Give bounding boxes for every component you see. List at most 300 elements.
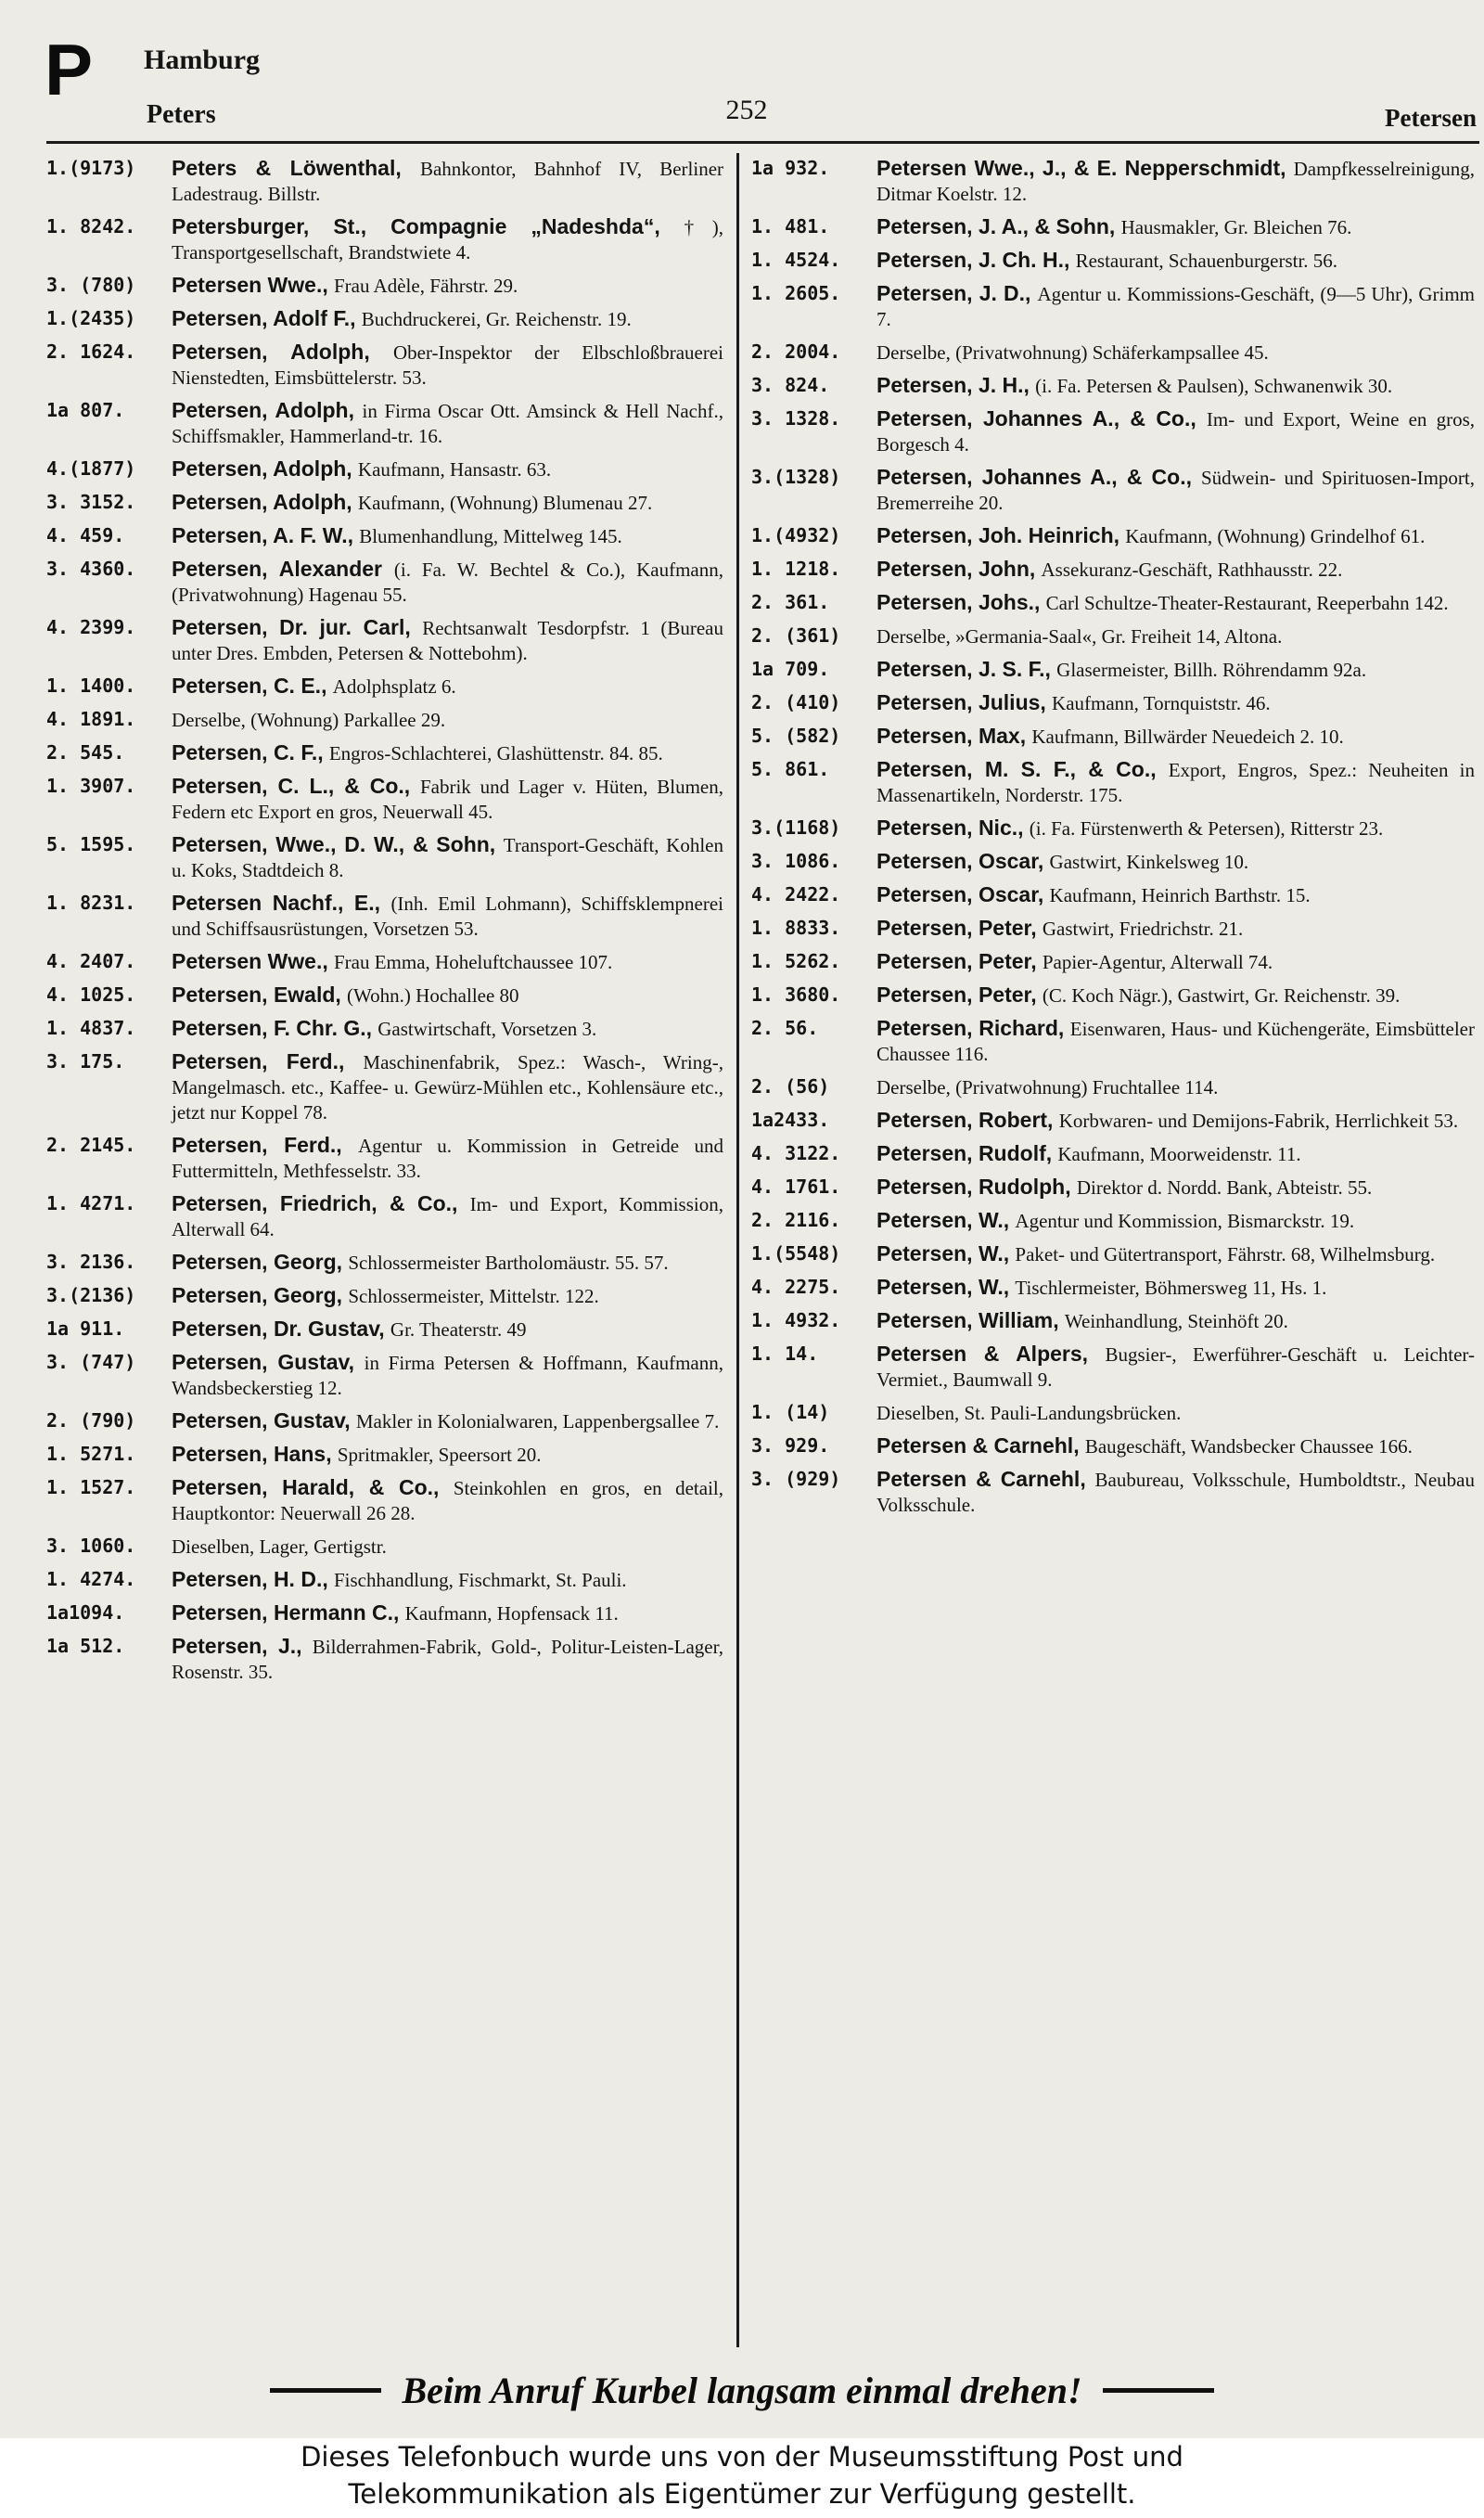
directory-entry <box>751 590 1475 616</box>
entry-text <box>172 1133 723 1184</box>
entry-text <box>876 690 1475 716</box>
entry-text <box>876 1016 1475 1067</box>
subscriber-name: Petersen, J., <box>172 1634 302 1658</box>
subscriber-detail: Fischhandlung, Fischmarkt, St. Pauli. <box>333 1569 627 1591</box>
entry-text <box>876 1141 1475 1167</box>
phone-number: 1. 1218. <box>751 558 841 580</box>
subscriber-detail: (i. Fa. Fürstenwerth & Petersen), Ritterstr 23. <box>1029 817 1384 840</box>
subscriber-name: Petersen, M. S. F., & Co., <box>876 757 1157 781</box>
phone-number: 3. 824. <box>751 374 830 396</box>
phone-number: 3. 1060. <box>46 1535 136 1557</box>
phone-number: 1. 4274. <box>46 1568 136 1590</box>
subscriber-name: Petersen, Ewald, <box>172 983 341 1007</box>
subscriber-name: Petersen, Joh. Heinrich, <box>876 523 1120 547</box>
phone-number: 2. (361) <box>751 624 841 647</box>
subscriber-name: Petersen, H. D., <box>172 1567 328 1591</box>
subscriber-detail: Kaufmann, (Wohnung) Blumenau 27. <box>357 492 653 514</box>
entry-text <box>172 1317 723 1343</box>
directory-entry <box>46 1191 723 1242</box>
entry-text <box>876 1108 1475 1134</box>
phone-number: 4. 1891. <box>46 708 136 730</box>
entry-text <box>172 306 723 332</box>
phone-number: 4. 2407. <box>46 950 136 972</box>
entry-text <box>876 590 1475 616</box>
subscriber-name: Petersen, Harald, & Co., <box>172 1475 440 1499</box>
phone-number: 1. 4932. <box>751 1309 841 1331</box>
subscriber-detail: Ober-Inspektor der Elbschloßbrauerei Nienstedten, Eimsbüttelerstr. 53. <box>172 341 723 389</box>
directory-entry <box>751 1175 1475 1201</box>
subscriber-name: Petersen, Johs., <box>876 590 1041 614</box>
directory-entry <box>46 1408 723 1434</box>
subscriber-detail: Makler in Kolonialwaren, Lappenbergsallee 7. <box>355 1410 720 1432</box>
page-header <box>0 0 1484 148</box>
phone-number: 1a1094. <box>46 1601 125 1624</box>
subscriber-name: Petersen, Oscar, <box>876 882 1044 906</box>
directory-entry <box>46 306 723 332</box>
directory-entry <box>751 1400 1475 1426</box>
subscriber-name: Petersen & Carnehl, <box>876 1433 1080 1458</box>
directory-entry <box>46 490 723 516</box>
subscriber-name: Petersen, Dr. jur. Carl, <box>172 615 411 639</box>
subscriber-detail: Restaurant, Schauenburgerstr. 56. <box>1075 250 1338 272</box>
subscriber-name: Petersen, Richard, <box>876 1016 1065 1040</box>
directory-entry <box>46 832 723 883</box>
phone-number: 2. 2004. <box>751 340 841 363</box>
subscriber-detail: Agentur u. Kommission in Getreide und Futtermitteln, Methfesselstr. 33. <box>172 1135 723 1182</box>
subscriber-detail: Agentur u. Kommissions-Geschäft, (9—5 Uhr), Grimm 7. <box>876 283 1475 330</box>
subscriber-name: Petersen, Peter, <box>876 916 1037 940</box>
subscriber-name: Peters & Löwenthal, <box>172 156 402 180</box>
phone-number: 3.(2136) <box>46 1284 136 1306</box>
directory-entry <box>46 615 723 666</box>
subscriber-detail: Buchdruckerei, Gr. Reichenstr. 19. <box>361 308 632 330</box>
entry-text <box>876 1342 1475 1393</box>
entry-text <box>172 1534 723 1560</box>
directory-entry <box>46 983 723 1008</box>
directory-entry <box>46 1283 723 1309</box>
phone-number: 2. 545. <box>46 741 125 764</box>
subscriber-detail: Agentur und Kommission, Bismarckstr. 19. <box>1015 1210 1355 1232</box>
entry-text <box>876 816 1475 841</box>
phone-number: 2. (790) <box>46 1409 136 1432</box>
directory-entry <box>751 882 1475 908</box>
entry-text <box>876 406 1475 457</box>
subscriber-detail: Adolphsplatz 6. <box>332 675 456 698</box>
subscriber-name: Petersen, Adolph, <box>172 456 352 481</box>
subscriber-detail: Dieselben, St. Pauli-Landungsbrücken. <box>876 1402 1182 1424</box>
directory-entry <box>751 465 1475 516</box>
footer-credit <box>0 2438 1484 2518</box>
subscriber-detail: Kaufmann, Hansastr. 63. <box>357 458 552 481</box>
subscriber-detail: Paket- und Gütertransport, Fährstr. 68, Wilhelmsburg. <box>1015 1243 1436 1265</box>
phone-number: 2. (410) <box>751 691 841 713</box>
subscriber-detail: Frau Emma, Hoheluftchaussee 107. <box>333 951 613 973</box>
entry-text <box>172 1408 723 1434</box>
phone-number: 4. 459. <box>46 524 125 546</box>
subscriber-detail: Kaufmann, Heinrich Barthstr. 15. <box>1049 884 1311 906</box>
subscriber-name: Petersen, Max, <box>876 724 1027 748</box>
phone-number: 1a 709. <box>751 658 830 680</box>
subscriber-detail: Transport-Geschäft, Kohlen u. Koks, Stadtdeich 8. <box>172 834 723 881</box>
entry-text <box>876 916 1475 942</box>
entry-text <box>172 273 723 299</box>
phone-number: 4. 1761. <box>751 1175 841 1198</box>
subscriber-detail: Frau Adèle, Fährstr. 29. <box>333 275 518 297</box>
directory-entry <box>751 1016 1475 1067</box>
subscriber-detail: Schlossermeister, Mittelstr. 122. <box>348 1285 599 1307</box>
directory-entry <box>46 214 723 265</box>
subscriber-detail: Export, Engros, Spez.: Neuheiten in Massenartikeln, Norderstr. 175. <box>876 759 1475 806</box>
entry-text <box>172 1283 723 1309</box>
subscriber-detail: Kaufmann, Moorweidenstr. 11. <box>1057 1143 1301 1165</box>
phone-number: 1. 4524. <box>751 249 841 271</box>
phone-number: 3. 4360. <box>46 558 136 580</box>
directory-entry <box>751 1308 1475 1334</box>
subscriber-name: Petersen, Nic., <box>876 816 1024 840</box>
phone-number: 4.(1877) <box>46 457 136 480</box>
directory-entry <box>46 1567 723 1593</box>
directory-entry <box>751 156 1475 207</box>
subscriber-name: Petersen, Dr. Gustav, <box>172 1317 385 1341</box>
entry-text <box>876 1467 1475 1518</box>
subscriber-detail: †), Transportgesellschaft, Brandstwiete 4. <box>172 216 723 263</box>
directory-entry <box>46 340 723 391</box>
entry-text <box>172 1016 723 1042</box>
directory-entry <box>46 1250 723 1276</box>
phone-number: 2. 56. <box>751 1017 819 1039</box>
entry-text <box>172 983 723 1008</box>
directory-entry <box>751 949 1475 975</box>
subscriber-name: Petersen, Adolph, <box>172 340 370 364</box>
subscriber-name: Petersen, Adolph, <box>172 490 352 514</box>
phone-number: 3. (747) <box>46 1351 136 1373</box>
subscriber-detail: Korbwaren- und Demijons-Fabrik, Herrlichkeit 53. <box>1058 1110 1459 1132</box>
phone-number: 3.(1328) <box>751 466 841 488</box>
subscriber-detail: Kaufmann, Hopfensack 11. <box>404 1602 619 1625</box>
entry-text <box>876 1400 1475 1426</box>
subscriber-name: Petersen, Wwe., D. W., & Sohn, <box>172 832 496 856</box>
phone-number: 3. 3152. <box>46 491 136 513</box>
subscriber-name: Petersen, J. H., <box>876 373 1030 397</box>
entry-text <box>172 1191 723 1242</box>
phone-number: 1. 5262. <box>751 950 841 972</box>
subscriber-name: Petersen & Alpers, <box>876 1342 1089 1366</box>
subscriber-name: Petersen, Rudolph, <box>876 1175 1071 1199</box>
phone-number: 1. 14. <box>751 1343 819 1365</box>
subscriber-name: Petersen, C. F., <box>172 740 324 764</box>
subscriber-detail: Engros-Schlachterei, Glashüttenstr. 84. 85. <box>328 742 663 764</box>
phone-number: 1a 807. <box>46 399 125 421</box>
entry-text <box>172 1250 723 1276</box>
subscriber-detail: Gastwirtschaft, Vorsetzen 3. <box>377 1018 597 1040</box>
phone-number: 1. 3907. <box>46 775 136 797</box>
entry-text <box>172 214 723 265</box>
subscriber-name: Petersen, Adolph, <box>172 398 354 422</box>
entry-text <box>172 740 723 766</box>
subscriber-detail: Schlossermeister Bartholomäustr. 55. 57. <box>348 1252 669 1274</box>
subscriber-name: Petersen, Georg, <box>172 1283 343 1307</box>
phone-number: 2. 2145. <box>46 1134 136 1156</box>
subscriber-name: Petersen, Johannes A., & Co., <box>876 406 1196 430</box>
subscriber-detail: Kaufmann, Billwärder Neuedeich 2. 10. <box>1031 726 1344 748</box>
subscriber-detail: Bugsier-, Ewerführer-Geschäft u. Leichter-Vermiet., Baumwall 9. <box>876 1343 1475 1391</box>
entry-text <box>172 398 723 449</box>
subscriber-name: Petersen, William, <box>876 1308 1059 1332</box>
directory-entry <box>46 523 723 549</box>
subscriber-name: Petersen Wwe., <box>172 273 328 297</box>
directory-entry <box>46 456 723 482</box>
phone-number: 1a 512. <box>46 1635 125 1657</box>
phone-number: 3. (780) <box>46 274 136 296</box>
phone-number: 1.(4932) <box>751 524 841 546</box>
subscriber-detail: Papier-Agentur, Alterwall 74. <box>1042 951 1273 973</box>
entry-text <box>172 707 723 733</box>
entry-text <box>876 623 1475 649</box>
slogan-rule-left <box>270 2388 381 2393</box>
section-letter: P <box>45 29 94 110</box>
subscriber-name: Petersen, J. D., <box>876 281 1031 305</box>
subscriber-detail: Baubureau, Volksschule, Humboldtstr., Neubau Volksschule. <box>876 1469 1475 1516</box>
directory-entry <box>46 398 723 449</box>
directory-entry <box>751 1342 1475 1393</box>
subscriber-name: Petersen, W., <box>876 1208 1010 1232</box>
phone-number: 4. 2399. <box>46 616 136 638</box>
directory-entry <box>46 1049 723 1125</box>
phone-number: 1. 1527. <box>46 1476 136 1498</box>
subscriber-detail: Derselbe, »Germania-Saal«, Gr. Freiheit 14, Altona. <box>876 625 1283 648</box>
subscriber-detail: (i. Fa. W. Bechtel & Co.), Kaufmann, (Privatwohnung) Hagenau 55. <box>172 559 723 606</box>
phone-number: 1. 3680. <box>751 983 841 1006</box>
subscriber-name: Petersen, Johannes A., & Co., <box>876 465 1192 489</box>
subscriber-detail: Gr. Theaterstr. 49 <box>390 1318 527 1341</box>
left-column <box>46 156 723 2350</box>
entry-text <box>172 1475 723 1526</box>
subscriber-detail: Fabrik und Lager v. Hüten, Blumen, Federn etc Export en gros, Neuerwall 45. <box>172 776 723 823</box>
range-end-name: Petersen <box>1385 104 1477 132</box>
phone-number: 1.(9173) <box>46 157 136 179</box>
subscriber-detail: Carl Schultze-Theater-Restaurant, Reeperbahn 142. <box>1045 592 1449 614</box>
subscriber-name: Petersen, W., <box>876 1241 1010 1265</box>
directory-entry <box>751 816 1475 841</box>
subscriber-detail: Derselbe, (Privatwohnung) Fruchtallee 114. <box>876 1076 1219 1098</box>
directory-entry <box>751 1241 1475 1267</box>
subscriber-name: Petersen Wwe., J., & E. Nepperschmidt, <box>876 156 1286 180</box>
subscriber-detail: Im- und Export, Kommission, Alterwall 64. <box>172 1193 723 1240</box>
directory-entry <box>751 1141 1475 1167</box>
directory-entry <box>751 916 1475 942</box>
phone-number: 3. 1328. <box>751 407 841 430</box>
subscriber-detail: Dampfkesselreinigung, Ditmar Koelstr. 12. <box>876 158 1475 205</box>
phone-number: 3. (929) <box>751 1468 841 1490</box>
entry-text <box>172 615 723 666</box>
phone-number: 1. 4271. <box>46 1192 136 1214</box>
entry-text <box>172 156 723 207</box>
phone-number: 2. (56) <box>751 1075 830 1098</box>
subscriber-detail: (Inh. Emil Lohmann), Schiffsklempnerei und Schiffsausrüstungen, Vorsetzen 53. <box>172 893 723 940</box>
entry-text <box>876 465 1475 516</box>
subscriber-detail: Eisenwaren, Haus- und Küchengeräte, Eimsbütteler Chaussee 116. <box>876 1018 1475 1065</box>
subscriber-detail: Bilderrahmen-Fabrik, Gold-, Politur-Leisten-Lager, Rosenstr. 35. <box>172 1636 723 1683</box>
subscriber-name: Petersen & Carnehl, <box>876 1467 1086 1491</box>
phone-number: 1a2433. <box>751 1109 830 1131</box>
entry-text <box>172 1600 723 1626</box>
entry-text <box>172 1442 723 1468</box>
directory-entry <box>46 1317 723 1343</box>
directory-entry <box>751 1208 1475 1234</box>
phone-number: 2. 2116. <box>751 1209 841 1231</box>
city-heading: Hamburg <box>144 45 261 75</box>
subscriber-name: Petersen, Gustav, <box>172 1350 355 1374</box>
directory-entry <box>46 273 723 299</box>
directory-entry <box>751 281 1475 332</box>
subscriber-name: Petersen, Julius, <box>876 690 1046 714</box>
subscriber-detail: Bahnkontor, Bahnhof IV, Berliner Ladestraug. Billstr. <box>172 158 723 205</box>
subscriber-detail: Gastwirt, Kinkelsweg 10. <box>1049 851 1249 873</box>
right-column <box>751 156 1475 2350</box>
subscriber-detail: Spritmakler, Speersort 20. <box>337 1444 542 1466</box>
entry-text <box>876 557 1475 583</box>
directory-entry <box>46 674 723 700</box>
directory-entry <box>751 623 1475 649</box>
entry-text <box>172 490 723 516</box>
subscriber-detail: Südwein- und Spirituosen-Import, Bremerreihe 20. <box>876 467 1475 514</box>
phone-number: 5. (582) <box>751 725 841 747</box>
subscriber-name: Petersen, Adolf F., <box>172 306 356 330</box>
entry-text <box>172 774 723 825</box>
directory-entry <box>751 406 1475 457</box>
entry-text <box>876 373 1475 399</box>
phone-number: 2. 361. <box>751 591 830 613</box>
slogan-rule-right <box>1103 2388 1214 2393</box>
entry-text <box>172 832 723 883</box>
phone-number: 1. 8231. <box>46 892 136 914</box>
directory-entry <box>751 690 1475 716</box>
entry-text <box>876 882 1475 908</box>
entry-text <box>876 724 1475 750</box>
phone-number: 1.(5548) <box>751 1242 841 1265</box>
phone-number: 5. 861. <box>751 758 830 780</box>
directory-entry <box>751 1074 1475 1100</box>
entry-text <box>876 1308 1475 1334</box>
entry-text <box>876 1275 1475 1301</box>
subscriber-name: Petersen, John, <box>876 557 1036 581</box>
entry-text <box>876 281 1475 332</box>
subscriber-detail: Baugeschäft, Wandsbecker Chaussee 166. <box>1084 1435 1413 1458</box>
phone-number: 4. 2422. <box>751 883 841 906</box>
subscriber-detail: Hausmakler, Gr. Bleichen 76. <box>1120 216 1352 238</box>
slogan-banner <box>0 2364 1484 2416</box>
subscriber-detail: in Firma Petersen & Hoffmann, Kaufmann, Wandsbeckerstieg 12. <box>172 1352 723 1399</box>
directory-entry <box>46 891 723 942</box>
phone-number: 2. 1624. <box>46 340 136 363</box>
phone-number: 1. 8242. <box>46 215 136 238</box>
directory-entry <box>46 1442 723 1468</box>
subscriber-detail: in Firma Oscar Ott. Amsinck & Hell Nachf., Schiffsmakler, Hammerland-tr. 16. <box>172 400 723 447</box>
entry-text <box>172 1049 723 1125</box>
subscriber-name: Petersen, W., <box>876 1275 1010 1299</box>
directory-entry <box>46 774 723 825</box>
subscriber-detail: Blumenhandlung, Mittelweg 145. <box>359 525 622 547</box>
subscriber-name: Petersen, J. S. F., <box>876 657 1051 681</box>
subscriber-detail: Assekuranz-Geschäft, Rathhausstr. 22. <box>1041 559 1343 581</box>
subscriber-detail: Glasermeister, Billh. Röhrendamm 92a. <box>1056 659 1367 681</box>
phone-number: 1.(2435) <box>46 307 136 329</box>
directory-entry <box>46 949 723 975</box>
phone-number: 1a 911. <box>46 1317 125 1340</box>
entry-text <box>172 456 723 482</box>
phone-number: 1. 4837. <box>46 1017 136 1039</box>
directory-entry <box>46 1634 723 1685</box>
directory-entry <box>751 1275 1475 1301</box>
subscriber-name: Petersen, F. Chr. G., <box>172 1016 373 1040</box>
directory-entry <box>751 373 1475 399</box>
entry-text <box>876 523 1475 549</box>
phone-number: 4. 3122. <box>751 1142 841 1164</box>
entry-text <box>876 1241 1475 1267</box>
entry-text <box>876 1175 1475 1201</box>
directory-entry <box>751 1433 1475 1459</box>
subscriber-name: Petersen, J. A., & Sohn, <box>876 214 1116 238</box>
subscriber-name: Petersen Nachf., E., <box>172 891 381 915</box>
subscriber-name: Petersen, Hermann C., <box>172 1600 400 1625</box>
entry-text <box>172 557 723 608</box>
subscriber-name: Petersburger, St., Compagnie „Nadeshda“, <box>172 214 660 238</box>
phone-number: 3. 175. <box>46 1050 125 1073</box>
directory-entry <box>46 1600 723 1626</box>
phone-number: 3. 929. <box>751 1434 830 1457</box>
subscriber-name: Petersen, Gustav, <box>172 1408 351 1432</box>
phone-number: 1. 5271. <box>46 1443 136 1465</box>
subscriber-name: Petersen, Rudolf, <box>876 1141 1053 1165</box>
subscriber-detail: (C. Koch Nägr.), Gastwirt, Gr. Reichenstr. 39. <box>1042 984 1401 1007</box>
directory-entry <box>751 657 1475 683</box>
phone-number: 1. 481. <box>751 215 830 238</box>
entry-text <box>172 340 723 391</box>
slogan-text: Beim Anruf Kurbel langsam einmal drehen! <box>402 2369 1082 2411</box>
subscriber-name: Petersen, C. E., <box>172 674 327 698</box>
entry-text <box>876 983 1475 1008</box>
directory-entry <box>751 724 1475 750</box>
entry-text <box>876 1208 1475 1234</box>
subscriber-detail: Im- und Export, Weine en gros, Borgesch 4. <box>876 408 1475 456</box>
directory-entry <box>751 757 1475 808</box>
page-number: 252 <box>725 95 768 125</box>
entry-text <box>172 1634 723 1685</box>
entry-text <box>876 949 1475 975</box>
directory-entry <box>46 1133 723 1184</box>
subscriber-name: Petersen, J. Ch. H., <box>876 248 1070 272</box>
phone-number: 4. 1025. <box>46 983 136 1006</box>
subscriber-name: Petersen, Hans, <box>172 1442 332 1466</box>
phone-number: 1. 2605. <box>751 282 841 304</box>
entry-text <box>876 1433 1475 1459</box>
directory-entry <box>751 248 1475 274</box>
subscriber-name: Petersen, Georg, <box>172 1250 343 1274</box>
directory-entry <box>751 1467 1475 1518</box>
entry-text <box>876 757 1475 808</box>
directory-entry <box>751 557 1475 583</box>
subscriber-name: Petersen, Ferd., <box>172 1133 342 1157</box>
phone-number: 4. 2275. <box>751 1276 841 1298</box>
subscriber-name: Petersen, A. F. W., <box>172 523 353 547</box>
subscriber-detail: Derselbe, (Wohnung) Parkallee 29. <box>172 709 446 731</box>
subscriber-name: Petersen, Peter, <box>876 983 1037 1007</box>
footer-line-2: Telekommunikation als Eigentümer zur Verfügung gestellt. <box>348 2478 1136 2510</box>
subscriber-detail: Kaufmann, Tornquiststr. 46. <box>1052 692 1271 714</box>
entry-text <box>876 156 1475 207</box>
phone-number: 1. 1400. <box>46 674 136 697</box>
entry-text <box>172 949 723 975</box>
